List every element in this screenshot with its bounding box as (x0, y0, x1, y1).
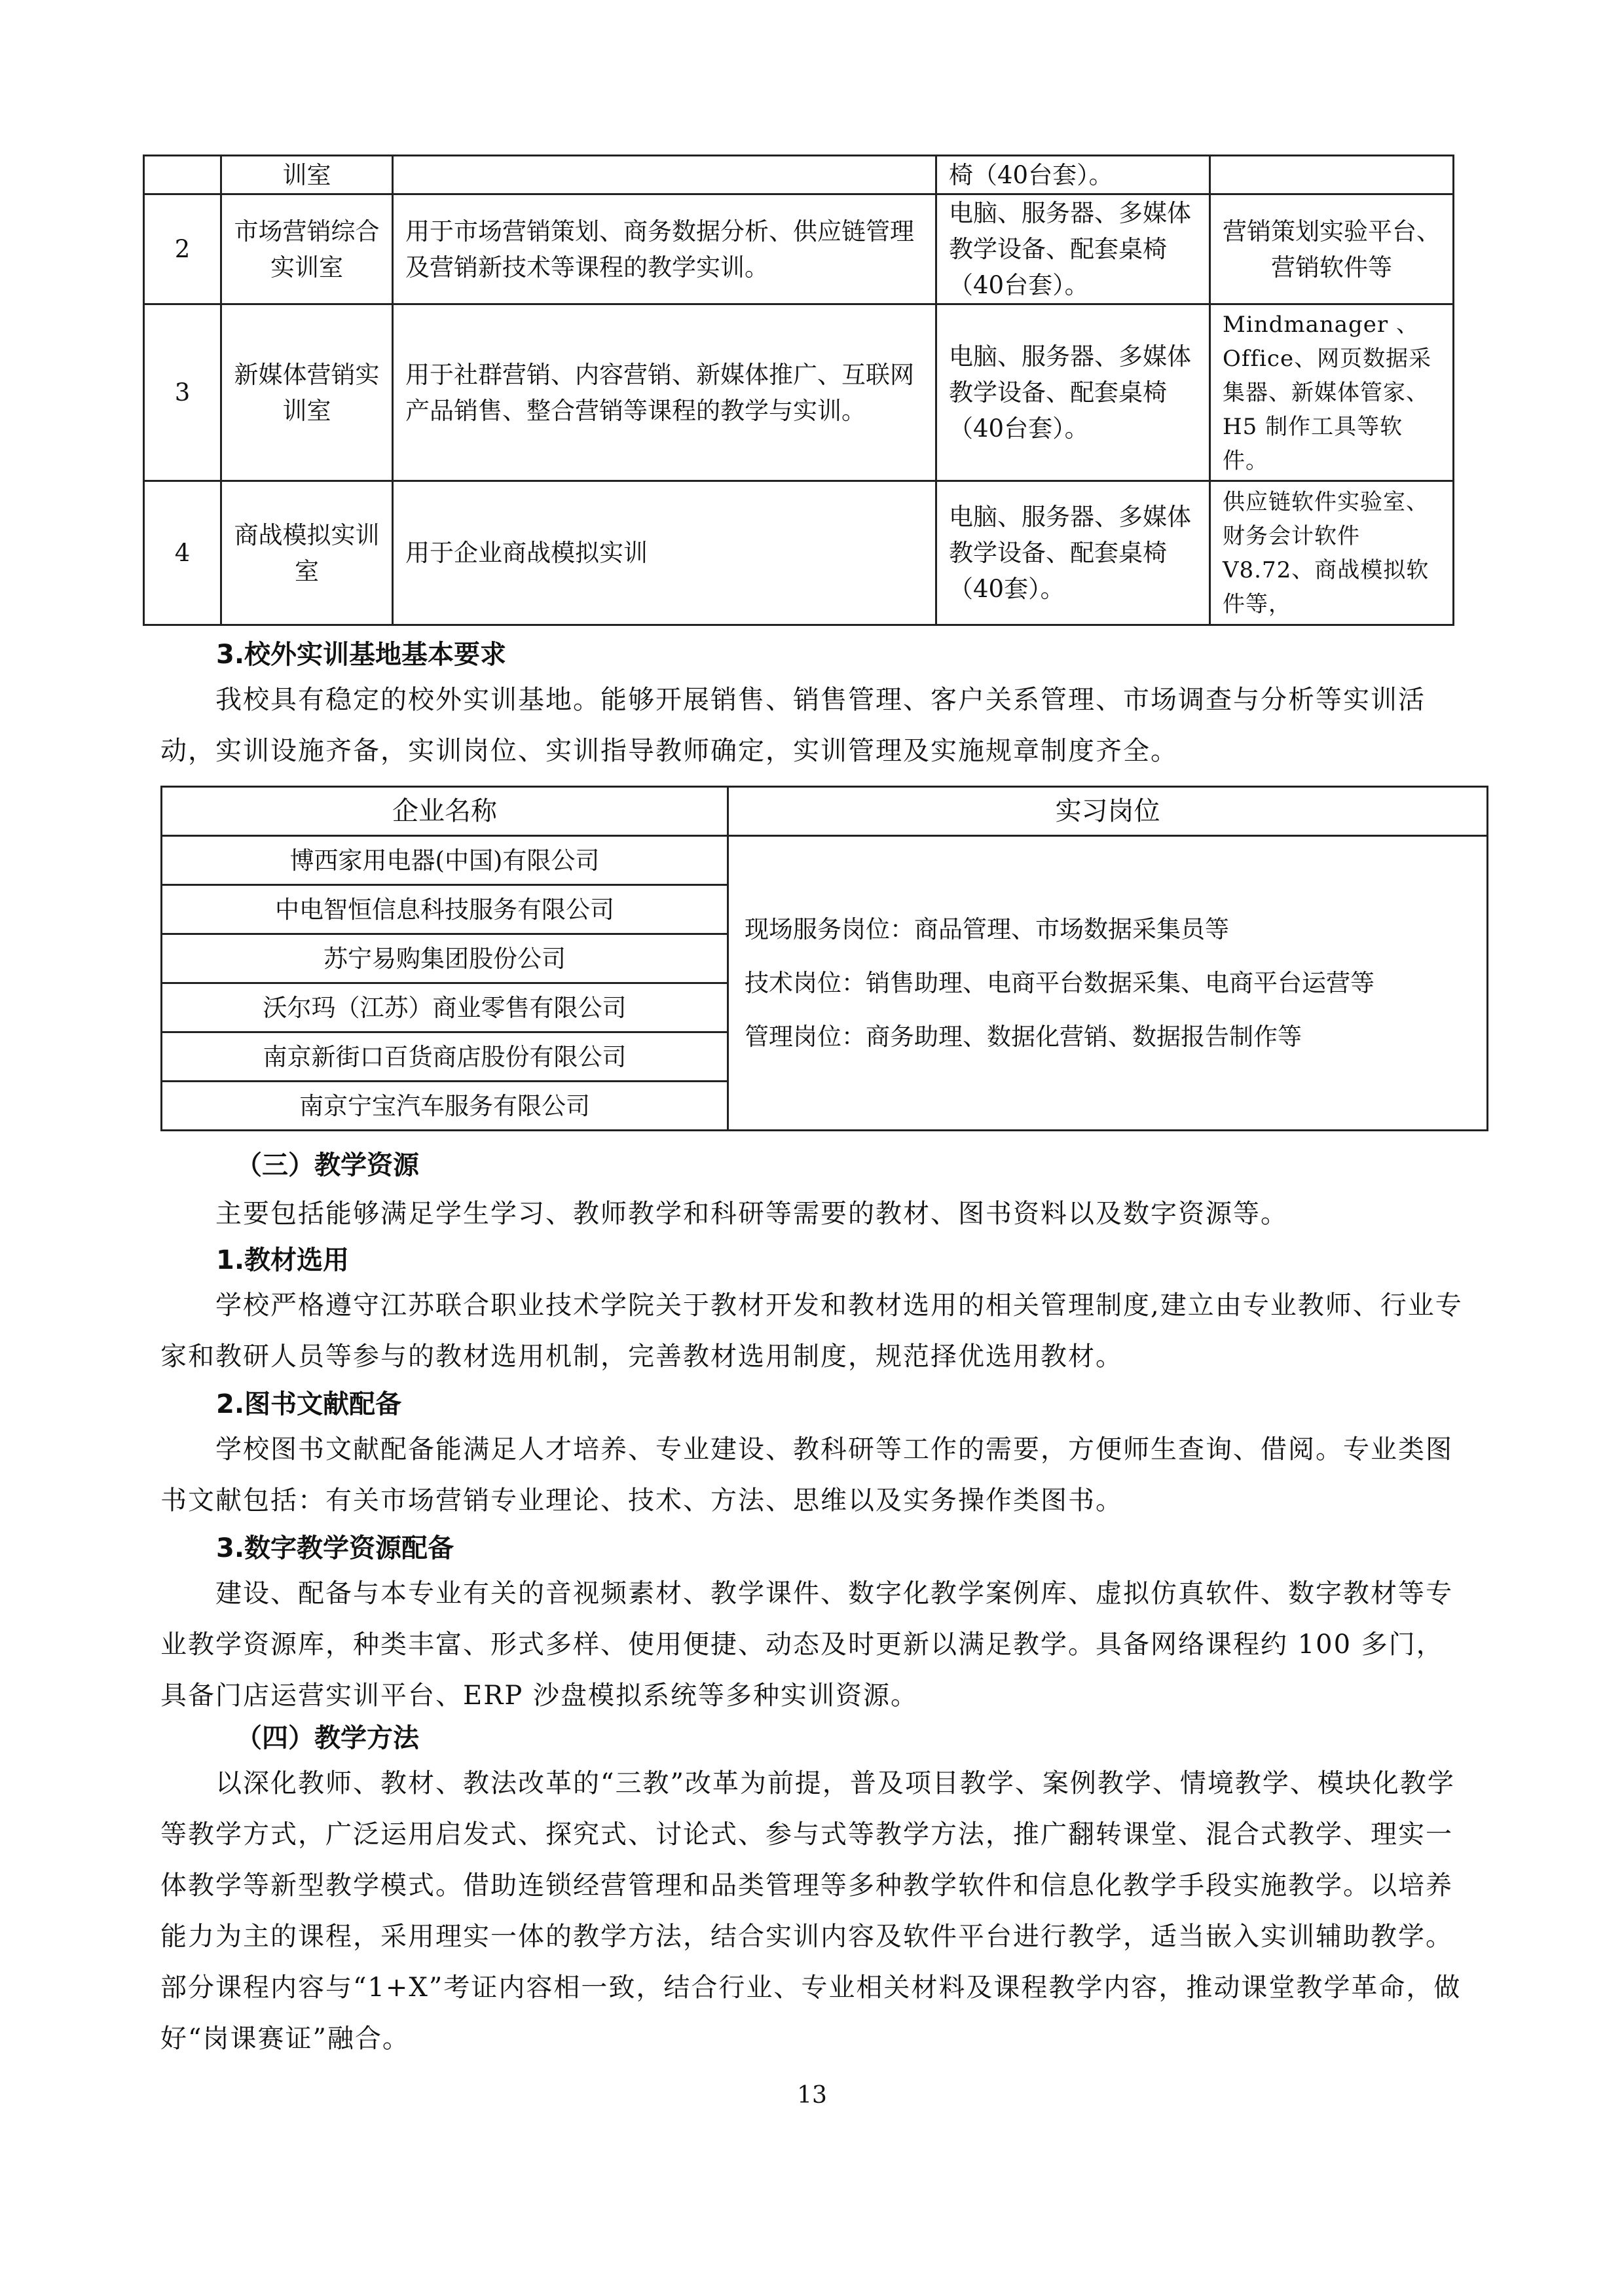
section-paragraph: 主要包括能够满足学生学习、教师教学和科研等需要的教材、图书资料以及数字资源等。 (215, 1199, 1288, 1229)
lab-name: 训室 (221, 156, 393, 194)
lab-name: 市场营销综合实训室 (221, 194, 393, 304)
section-paragraph: 我校具有稳定的校外实训基地。能够开展销售、销售管理、客户关系管理、市场调查与分析等实训活动，实训设施齐备，实训岗位、实训指导教师确定，实训管理及实施规章制度齐全。 (160, 685, 1426, 766)
table-header-row (162, 787, 1488, 836)
company-name: 南京新街口百货商店股份有限公司 (162, 1032, 728, 1082)
company-name: 南京宁宝汽车服务有限公司 (162, 1082, 728, 1131)
column-header-company: 企业名称 (162, 787, 728, 836)
subsection-heading: 1.教材选用 (216, 1245, 350, 1275)
company-name: 中电智恒信息科技服务有限公司 (162, 885, 728, 934)
lab-num (144, 156, 221, 194)
lab-equip: 电脑、服务器、多媒体教学设备、配套桌椅（40台套）。 (936, 194, 1210, 304)
job-line: 技术岗位：销售助理、电商平台数据采集、电商平台运营等 (745, 968, 1375, 997)
section-paragraph: 建设、配备与本专业有关的音视频素材、教学课件、数字化教学案例库、虚拟仿真软件、数字教材等专业教学资源库，种类丰富、形式多样、使用便捷、动态及时更新以满足教学。具备网络课程约 100 多门，具备门店运营实训平台、ERP 沙盘模拟系统等多种实训资源。 (160, 1578, 1453, 1711)
lab-software: 供应链软件实验室、财务会计软件V8.72、商战模拟软件等， (1210, 481, 1454, 625)
lab-equip: 电脑、服务器、多媒体教学设备、配套桌椅（40套）。 (936, 481, 1210, 625)
subsection-heading: 2.图书文献配备 (216, 1389, 402, 1419)
company-name: 博西家用电器(中国)有限公司 (162, 836, 728, 885)
table-row (144, 194, 1454, 304)
lab-use (393, 156, 936, 194)
table-row (144, 481, 1454, 625)
page-number: 13 (797, 2082, 827, 2109)
job-line: 现场服务岗位：商品管理、市场数据采集员等 (745, 915, 1229, 943)
lab-software (1210, 156, 1454, 194)
table-row (162, 836, 1488, 885)
company-name: 苏宁易购集团股份公司 (162, 934, 728, 983)
lab-num: 2 (144, 194, 221, 304)
lab-equip: 电脑、服务器、多媒体教学设备、配套桌椅（40台套）。 (936, 304, 1210, 481)
lab-name: 新媒体营销实训室 (221, 304, 393, 481)
lab-table (143, 155, 1454, 626)
jobs-cell (728, 836, 1488, 1131)
table-row (144, 156, 1454, 194)
section-heading: 3.校外实训基地基本要求 (216, 640, 507, 670)
lab-name: 商战模拟实训室 (221, 481, 393, 625)
section-heading: （三）教学资源 (236, 1150, 419, 1180)
table-row (144, 304, 1454, 481)
section-paragraph: 学校严格遵守江苏联合职业技术学院关于教材开发和教材选用的相关管理制度,建立由专业教师、行业专家和教研人员等参与的教材选用机制，完善教材选用制度，规范择优选用教材。 (160, 1290, 1463, 1372)
lab-software: Mindmanager 、Office、网页数据采集器、新媒体管家、H5 制作工具等软件。 (1210, 304, 1454, 481)
column-header-jobs: 实习岗位 (728, 787, 1488, 836)
section-paragraph: 以深化教师、教材、教法改革的“三教”改革为前提，普及项目教学、案例教学、情境教学、模块化教学等教学方式，广泛运用启发式、探究式、讨论式、参与式等教学方法，推广翻转课堂、混合式教学、理实一体教学等新型教学模式。借助连锁经营管理和品类管理等多种教学软件和信息化教学手段实施教学。以培养能力为主的课程，采用理实一体的教学方法，结合实训内容及软件平台进行教学，适当嵌入实训辅助教学。部分课程内容与“1+X”考证内容相一致，结合行业、专业相关材料及课程教学内容，推动课堂教学革命，做好“岗课赛证”融合。 (160, 1768, 1462, 2054)
job-line: 管理岗位：商务助理、数据化营销、数据报告制作等 (745, 1022, 1302, 1051)
lab-software: 营销策划实验平台、营销软件等 (1210, 194, 1454, 304)
lab-use: 用于企业商战模拟实训 (393, 481, 936, 625)
enterprise-table (160, 786, 1488, 1131)
lab-num: 3 (144, 304, 221, 481)
lab-use: 用于社群营销、内容营销、新媒体推广、互联网产品销售、整合营销等课程的教学与实训。 (393, 304, 936, 481)
lab-num: 4 (144, 481, 221, 625)
subsection-heading: 3.数字教学资源配备 (216, 1533, 454, 1563)
section-heading: （四）教学方法 (236, 1723, 419, 1753)
company-name: 沃尔玛（江苏）商业零售有限公司 (162, 983, 728, 1032)
lab-use: 用于市场营销策划、商务数据分析、供应链管理及营销新技术等课程的教学实训。 (393, 194, 936, 304)
lab-equip: 椅（40台套）。 (936, 156, 1210, 194)
section-paragraph: 学校图书文献配备能满足人才培养、专业建设、教科研等工作的需要，方便师生查询、借阅。专业类图书文献包括：有关市场营销专业理论、技术、方法、思维以及实务操作类图书。 (160, 1434, 1453, 1516)
